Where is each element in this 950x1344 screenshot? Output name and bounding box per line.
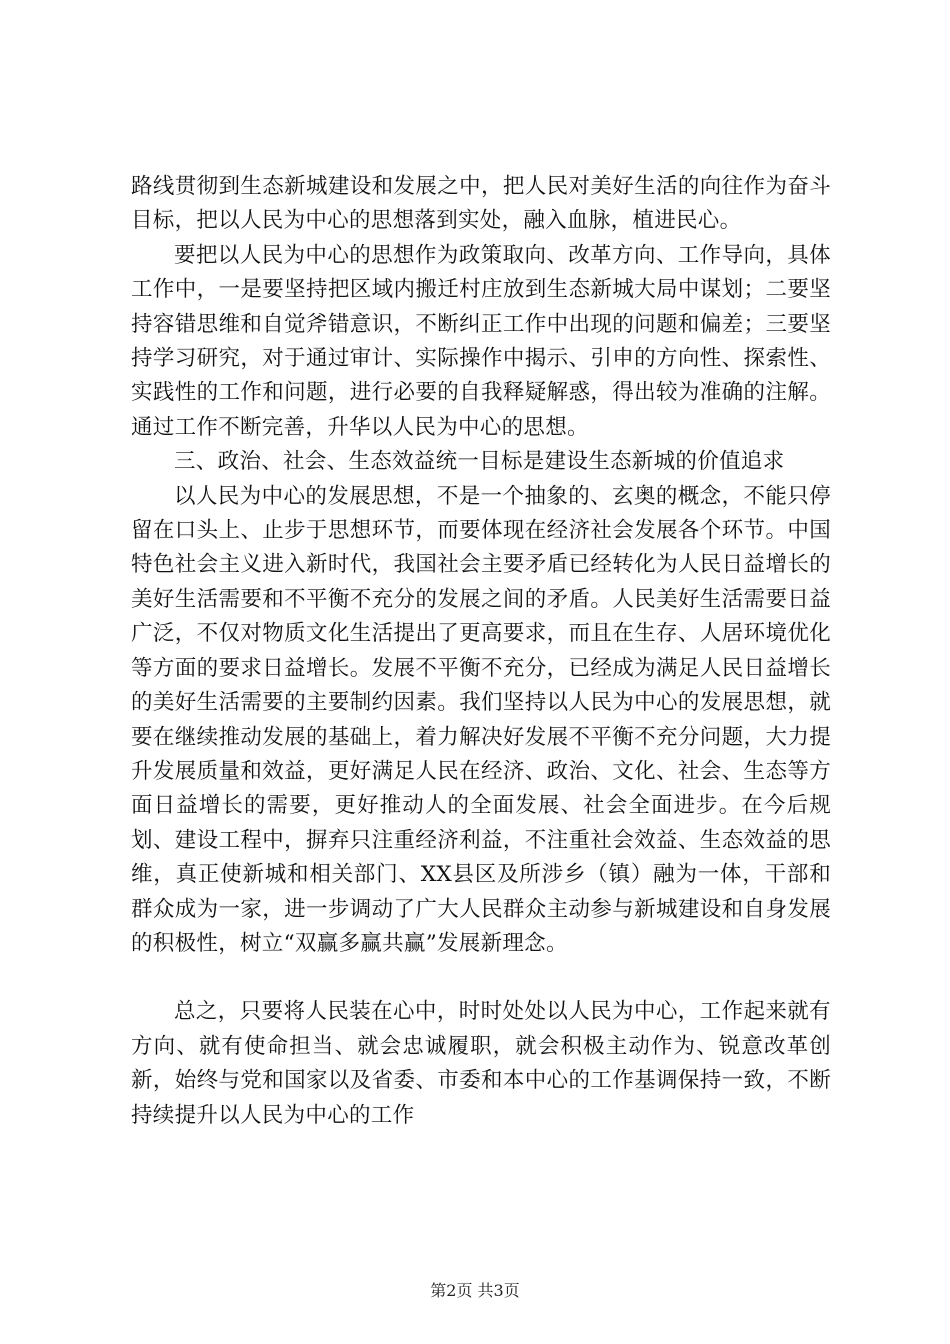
document-body <box>131 170 831 1133</box>
section-heading-3: 三、政治、社会、生态效益统一目标是建设生态新城的价值追求 <box>174 449 785 475</box>
page-footer: 第2页 共3页 <box>430 1281 520 1300</box>
paragraph-5: 总之，只要将人民装在心中，时时处处以人民为中心，工作起来就有方向、就有使命担当、就会忠诚履职，就会积极主动作为、锐意改革创新，始终与党和国家以及省委、市委和本中心的工作基调保持一致，不断持续提升以人民为中心的工作 <box>131 999 831 1128</box>
paragraph-1: 路线贯彻到生态新城建设和发展之中，把人民对美好生活的向往作为奋斗目标，把以人民为中心的思想落到实处，融入血脉，植进民心。 <box>131 174 831 234</box>
paragraph-2: 要把以人民为中心的思想作为政策取向、改革方向、工作导向，具体工作中，一是要坚持把区域内搬迁村庄放到生态新城大局中谋划；二要坚持容错思维和自觉斧错意识，不断纠正工作中出现的问题和偏差；三要坚持学习研究，对于通过审计、实际操作中揭示、引申的方向性、探索性、实践性的工作和问题，进行必要的自我释疑解惑，得出较为准确的注解。通过工作不断完善，升华以人民为中心的思想。 <box>131 242 831 440</box>
paragraph-4: 以人民为中心的发展思想，不是一个抽象的、玄奥的概念，不能只停留在口头上、止步于思想环节，而要体现在经济社会发展各个环节。中国特色社会主义进入新时代，我国社会主要矛盾已经转化为人民日益增长的美好生活需要和不平衡不充分的发展之间的矛盾。人民美好生活需要日益广泛，不仅对物质文化生活提出了更高要求，而且在生存、人居环境优化等方面的要求日益增长。发展不平衡不充分，已经成为满足人民日益增长的美好生活需要的主要制约因素。我们坚持以人民为中心的发展思想，就要在继续推动发展的基础上，着力解决好发展不平衡不充分问题，大力提升发展质量和效益，更好满足人民在经济、政治、文化、社会、生态等方面日益增长的需要，更好推动人的全面发展、社会全面进步。在今后规划、建设工程中，摒弃只注重经济利益，不注重社会效益、生态效益的思维，真正使新城和相关部门、XX县区及所涉乡（镇）融为一体，干部和群众成为一家，进一步调动了广大人民群众主动参与新城建设和自身发展的积极性，树立“双赢多赢共赢”发展新理念。 <box>131 483 831 956</box>
